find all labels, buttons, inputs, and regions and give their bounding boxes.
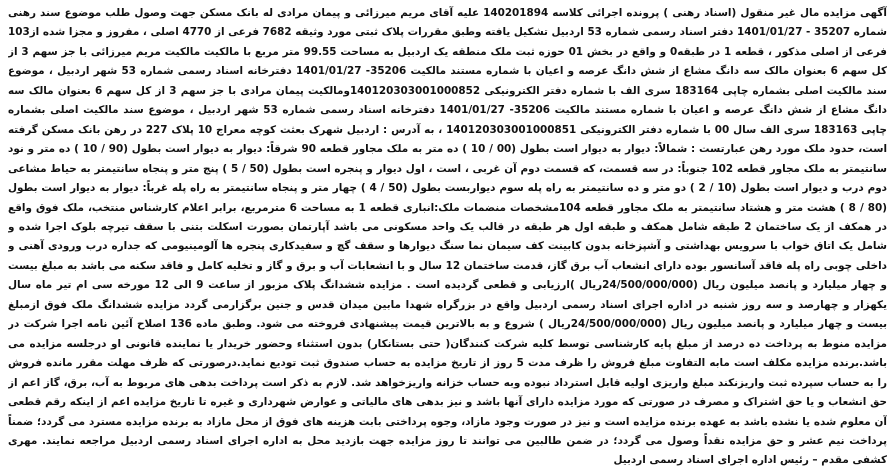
auction-notice-text: آگهی مزایده مال غیر منقول (اسناد رهنی ) پرونده اجرائی کلاسه 140201894 علیه آقای مریم میرزائی و پیمان مرادی له بانک مسکن جهت وصول طلب موضوع سند رهنی شماره 35207 - 1401/01/27 دفتر اسناد رسمی شماره 53 اردبیل تشکیل یافته وطبق مقررات پلاک ثبتی مورد وثیقه 7682 فرعی از 4770 اصلی ، مفروز و مجزا شده از103 فرعی از اصلی مذکور ، قطعه 1 در طبقه0 و واقع در بخش 01 حوزه ثبت ملک منطقه یک اردبیل به مساحت 99.55 متر مربع با مالکیت مالکیت مریم میرزائی با جز سهم 3 از کل سهم 6 بعنوان مالک سه دانگ مشاع از شش دانگ عرصه و اعیان با شماره مستند مالکیت 35206- 1401/01/27 دفترخانه اسناد رسمی شماره 53 شهر اردبیل ، موضوع سند مالکیت اصلی بشماره چاپی 183164 سری الف با شماره دفتر الکترونیکی 140120303001000852ومالکیت پیمان مرادی با جز سهم 3 از کل سهم 6 بعنوان مالک سه دانگ مشاع از شش دانگ عرصه و اعیان با شماره مستند مالکیت 35206- 1401/01/27 دفترخانه اسناد رسمی شماره 53 شهر اردبیل ، موضوع سند مالکیت اصلی بشماره چاپی 183163 سری الف سال 00 با شماره دفتر الکترونیکی 140120303001000851 ، به آدرس : اردبیل شهرک بعثت کوچه معراج 10 پلاک 227 در رهن بانک مسکن گرفته است، حدود ملک مورد رهن عبارتست : شمالاً: دیوار به دیوار است بطول (00 / 10 ) ده متر به ملک مجاور قطعه 90 شرقاً: دیوار به دیوار است بطول (90 / 10 ) ده متر و نود سانتیمتر به ملک مجاور قطعه 102 جنوباً: در سه قسمت، که قسمت دوم آن غربی ، است ، اول دیوار و پنجره است بطول (50 / 5 ) پنج متر و پنجاه سانتیمتر به حیاط مشاعی دوم درب و دیوار است بطول (10 / 2 ) دو متر و ده سانتیمتر به راه پله سوم دیواربست بطول (50 / 4 ) چهار متر و پنجاه سانتیمتر به راه پله غرباً: دیوار به دیوار است بطول (80 / 8 ) هشت متر و هشتاد سانتیمتر به ملک مجاور قطعه 104مشخصات منضمات ملک:انباری قطعه 1 به مساحت 6 مترمربع، برابر اعلام کارشناس منتخب، ملک فوق واقع در همکف از یک ساختمان 2 طبقه شامل همکف و طبقه اول هر طبقه در قالب یک واحد مسکونی می باشد آپارتمان بصورت اسکلت بتنی با سقف تیرچه بلوک اجرا شده و شامل یک اتاق خواب با سرویس بهداشتی و آشپزخانه بدون کابینت کف سیمان نما سنگ دیوارها و سقف گچ و سفیدکاری پنجره ها آلومینیومی که جداره درب ورودی آهنی و داخلی چوبی راه پله فاقد آسانسور بوده دارای انشعاب آب برق گاز، قدمت ساختمان 12 سال و با انشعابات آب و برق و گاز و تخلیه کامل و فاقد سکنه می باشد به مبلغ بیست و چهار میلیارد و پانصد میلیون ریال (24/500/000/000ریال )ارزیابی و قطعی گردیده است . مزایده ششدانگ پلاک مزبور از ساعت 9 الی 12 مورخه سی ام تیر ماه سال یکهزار و چهارصد و سه روز شنبه در اداره اجرای اسناد رسمی اردبیل واقع در بزرگراه شهدا مابین میدان قدس و جنین برگزارمی گردد مزایده ششدانگ ملک فوق ازمبلغ بیست و چهار میلیارد و پانصد میلیون ریال (24/500/000/000ریال ) شروع و به بالاترین قیمت پیشنهادی فروخته می شود. وطبق ماده 136 اصلاح آئین نامه اجرا شرکت در مزایده منوط به پرداخت ده درصد از مبلغ پایه کارشناسی توسط کلیه شرکت کنندگان( حتی بستانکار) بدون استثناء وحضور خریدار یا نماینده قانونی او درجلسه مزایده می باشد.برنده مزایده مکلف است مابه التفاوت مبلغ فروش را ظرف مدت 5 روز از تاریخ مزایده به حساب صندوق ثبت تودیع نماید.درصورتی که ظرف مهلت مقرر مانده فروش را به حساب سپرده ثبت واریزنکند مبلغ واریزی اولیه قابل استرداد نبوده وبه حساب خزانه واریزخواهد شد. لازم به ذکر است پرداخت بدهی های مربوط به آب، برق، گاز اعم از حق انشعاب و یا حق اشتراک و مصرف در صورتی که مورد مزایده دارای آنها باشد و نیز بدهی های مالیاتی و عوارض شهرداری و غیره تا تاریخ مزایده اعم از اینکه رقم قطعی آن معلوم شده یا نشده باشد به عهده برنده مزایده است و نیز در صورت وجود مازاد، وجوه پرداختی بابت هزینه های فوق از محل مازاد به برنده مزایده مسترد می گردد؛ ضمناً پرداخت نیم عشر و حق مزایده نقداً وصول می گردد؛ در ضمن طالبین می توانند تا روز مزایده جهت بازدید محل به اداره اجرای اسناد رسمی اردبیل مراجعه نمایند. مهری کشفی مقدم – رئیس اداره اجرای اسناد رسمی اردبیل xyxy=(8,7,887,467)
auction-notice xyxy=(8,4,887,467)
